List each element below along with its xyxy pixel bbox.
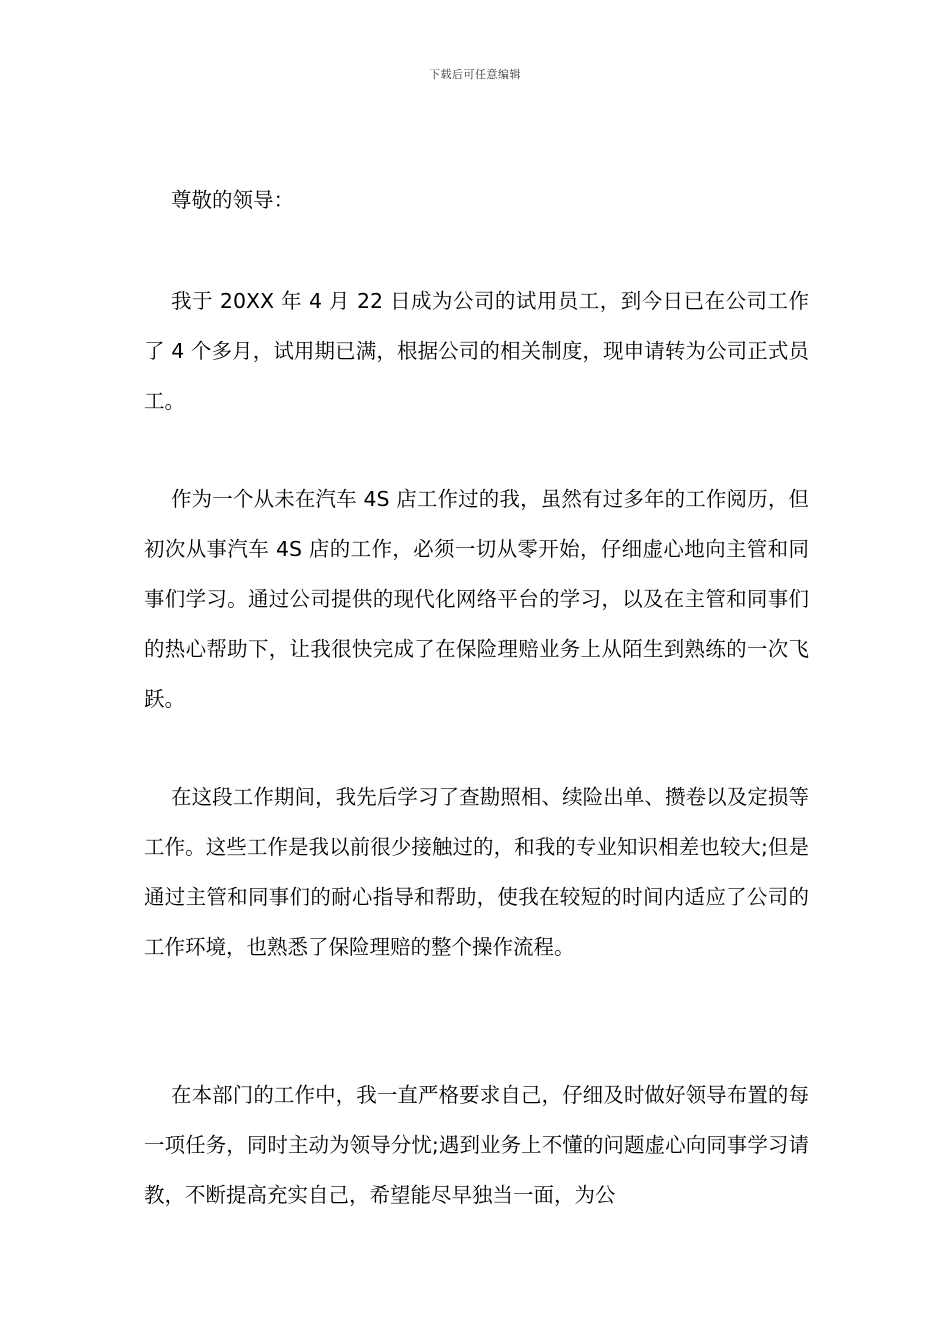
letter-salutation: 尊敬的领导：: [171, 188, 294, 212]
paragraph-4: 在本部门的工作中，我一直严格要求自己，仔细及时做好领导布置的每一项任务，同时主动为领导分忧;遇到业务上不懂的问题虚心向同事学习请教，不断提高充实自己，希望能尽早独当一面，为公: [144, 1083, 809, 1207]
paragraph-1: 我于 20XX 年 4 月 22 日成为公司的试用员工，到今日已在公司工作了 4 个多月，试用期已满，根据公司的相关制度，现申请转为公司正式员工。: [144, 289, 809, 413]
paragraph-2: 作为一个从未在汽车 4S 店工作过的我，虽然有过多年的工作阅历，但初次从事汽车 4S 店的工作，必须一切从零开始，仔细虚心地向主管和同事们学习。通过公司提供的现代化网络平台的学习，以及在主管和同事们的热心帮助下，让我很快完成了在保险理赔业务上从陌生到熟练的一次飞跃。: [144, 487, 809, 711]
paragraph-3: 在这段工作期间，我先后学习了查勘照相、续险出单、攒卷以及定损等工作。这些工作是我以前很少接触过的，和我的专业知识相差也较大;但是通过主管和同事们的耐心指导和帮助，使我在较短的时间内适应了公司的工作环境，也熟悉了保险理赔的整个操作流程。: [144, 785, 809, 959]
page-header-note: 下载后可任意编辑: [429, 68, 521, 81]
